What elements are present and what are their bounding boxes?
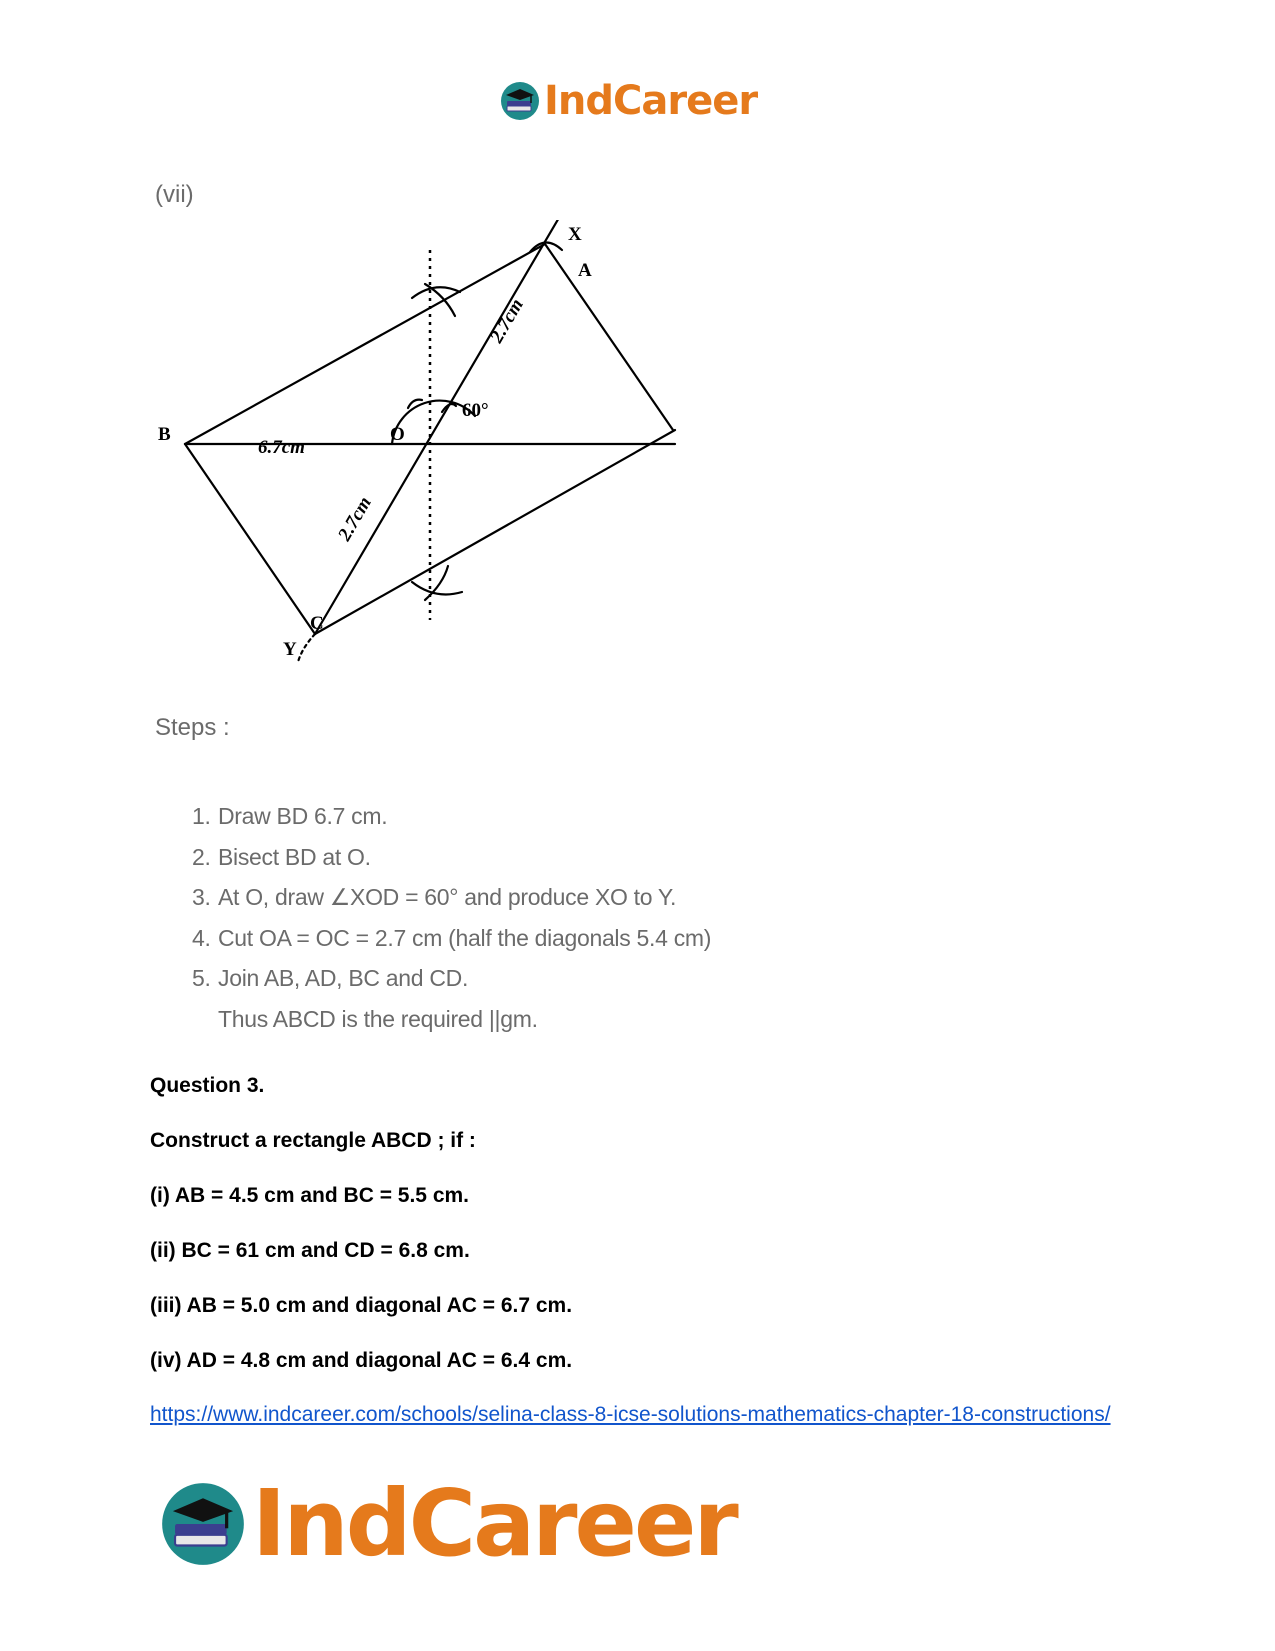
brand-logo-header — [500, 78, 757, 124]
question-title: Question 3. — [150, 1074, 265, 1097]
point-b-label: B — [158, 424, 171, 445]
sub-part-label: (vii) — [155, 181, 194, 208]
step-item: 5. Join AB, AD, BC and CD. — [192, 965, 469, 991]
side-bc — [185, 444, 315, 634]
source-link[interactable]: https://www.indcareer.com/schools/selina-class-8-icse-solutions-mathematics-chapter-18-constructions/ — [150, 1403, 1111, 1426]
oc-length-label: 2.7cm — [334, 493, 376, 545]
point-a-label: A — [578, 260, 592, 281]
side-cd — [315, 430, 675, 634]
question-part: (i) AB = 4.5 cm and BC = 5.5 cm. — [150, 1184, 469, 1207]
step-item: 2. Bisect BD at O. — [192, 843, 371, 870]
brand-logo-text: IndCareer — [544, 78, 758, 124]
question-part: (iii) AB = 5.0 cm and diagonal AC = 6.7 cm. — [150, 1294, 573, 1317]
graduation-book-icon — [160, 1481, 246, 1567]
steps-heading: Steps : — [155, 714, 230, 741]
point-y-label: Y — [283, 639, 297, 660]
question-part: (iv) AD = 4.8 cm and diagonal AC = 6.4 cm. — [150, 1349, 573, 1372]
side-ab — [185, 244, 545, 444]
graduation-book-icon — [500, 81, 540, 121]
question-prompt: Construct a rectangle ABCD ; if : — [150, 1129, 476, 1152]
bd-length-label: 6.7cm — [258, 437, 305, 458]
step-item: 3. At O, draw ∠XOD = 60° and produce XO to Y. — [192, 884, 677, 910]
step-item: 1. Draw BD 6.7 cm. — [192, 803, 388, 829]
steps-list — [192, 796, 711, 1039]
diagonal-xy — [315, 220, 560, 634]
arc-y — [298, 634, 315, 662]
brand-logo-footer — [160, 1470, 736, 1577]
step-conclusion: Thus ABCD is the required ||gm. — [218, 1005, 538, 1032]
question-part: (ii) BC = 61 cm and CD = 6.8 cm. — [150, 1239, 470, 1262]
point-c-label: C — [310, 613, 324, 634]
oa-length-label: 2.7cm — [486, 295, 528, 347]
angle-label: 60° — [462, 400, 489, 421]
point-o-label: O — [390, 424, 405, 445]
angle-tick-2 — [442, 404, 456, 412]
side-ad — [545, 244, 673, 430]
point-x-label: X — [568, 224, 582, 245]
step-item: 4. Cut OA = OC = 2.7 cm (half the diagonals 5.4 cm) — [192, 924, 712, 951]
brand-logo-text: IndCareer — [252, 1470, 736, 1577]
parallelogram-construction-figure — [150, 220, 710, 690]
